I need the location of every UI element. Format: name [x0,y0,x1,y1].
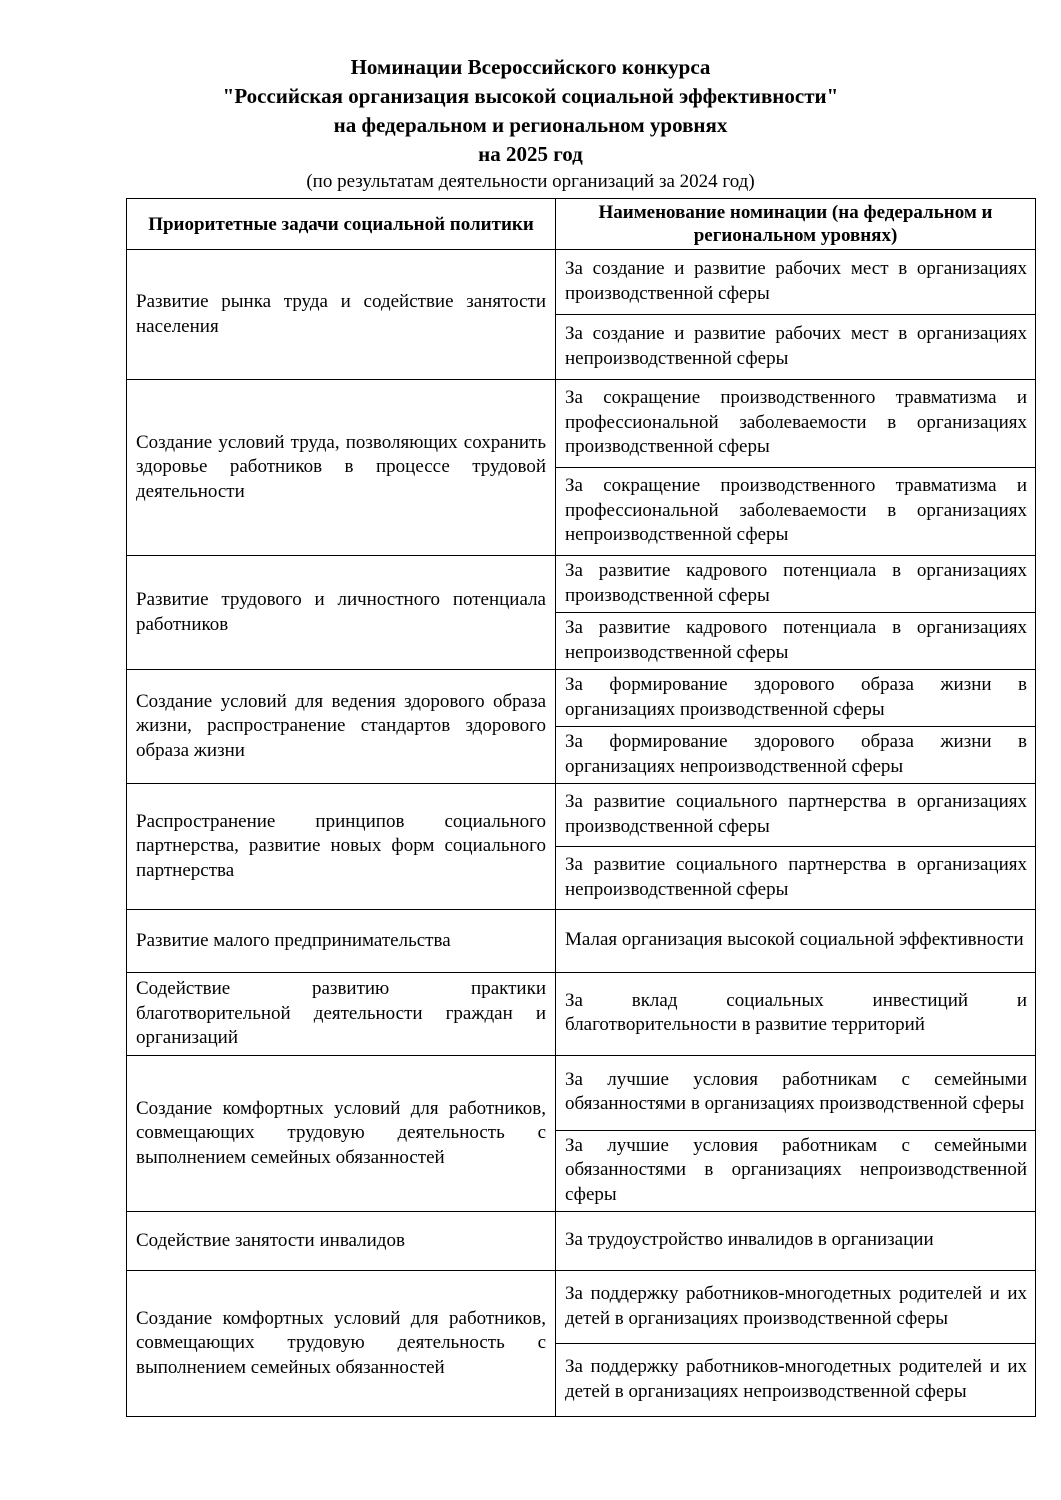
table-row [127,380,1036,468]
table-row [127,1212,1036,1271]
title-line-4: на 2025 год [478,142,583,166]
task-cell: Распространение принципов социального партнерства, развитие новых форм социального партнерства [127,784,556,910]
table-header-row [127,199,1036,250]
nomination-cell: За создание и развитие рабочих мест в организациях непроизводственной сферы [556,315,1036,380]
task-cell: Развитие трудового и личностного потенциала работников [127,556,556,670]
nomination-cell: За развитие кадрового потенциала в организациях производственной сферы [556,556,1036,613]
task-cell: Создание условий для ведения здорового образа жизни, распространение стандартов здорового образа жизни [127,670,556,784]
nomination-cell: За лучшие условия работникам с семейными обязанностями в организациях непроизводственной сферы [556,1130,1036,1212]
table-row [127,910,1036,973]
task-cell: Создание условий труда, позволяющих сохранить здоровье работников в процессе трудовой деятельности [127,380,556,556]
nomination-cell: За поддержку работников-многодетных родителей и их детей в организациях непроизводственной сферы [556,1344,1036,1417]
header-nomination-name: Наименование номинации (на федеральном и региональном уровнях) [556,199,1036,250]
table-row [127,250,1036,315]
nomination-cell: За трудоустройство инвалидов в организации [556,1212,1036,1271]
task-cell: Создание комфортных условий для работников, совмещающих трудовую деятельность с выполнением семейных обязанностей [127,1055,556,1212]
nomination-cell: За создание и развитие рабочих мест в организациях производственной сферы [556,250,1036,315]
task-cell: Создание комфортных условий для работников, совмещающих трудовую деятельность с выполнением семейных обязанностей [127,1271,556,1417]
nomination-cell: За формирование здорового образа жизни в организациях производственной сферы [556,670,1036,727]
nomination-cell: За развитие социального партнерства в организациях производственной сферы [556,784,1036,847]
task-cell: Содействие занятости инвалидов [127,1212,556,1271]
nomination-cell: За лучшие условия работникам с семейными обязанностями в организациях производственной сферы [556,1055,1036,1130]
title-line-3: на федеральном и региональном уровнях [333,113,728,137]
nomination-cell: За развитие социального партнерства в организациях непроизводственной сферы [556,847,1036,910]
document-subtitle: (по результатам деятельности организаций за 2024 год) [306,171,755,192]
title-line-1: Номинации Всероссийского конкурса [350,55,711,79]
document-title-block [0,53,1061,195]
table-row [127,973,1036,1056]
table-row [127,556,1036,613]
nomination-cell: Малая организация высокой социальной эффективности [556,910,1036,973]
nomination-cell: За формирование здорового образа жизни в организациях непроизводственной сферы [556,727,1036,784]
nomination-cell: За вклад социальных инвестиций и благотворительности в развитие территорий [556,973,1036,1056]
nominations-table [126,198,1036,1417]
table-row [127,670,1036,727]
nomination-cell: За поддержку работников-многодетных родителей и их детей в организациях производственной сферы [556,1271,1036,1344]
task-cell: Развитие малого предпринимательства [127,910,556,973]
header-priority-tasks: Приоритетные задачи социальной политики [127,199,556,250]
task-cell: Развитие рынка труда и содействие занятости населения [127,250,556,380]
nomination-cell: За сокращение производственного травматизма и профессиональной заболеваемости в организациях непроизводственной сферы [556,468,1036,556]
table-row [127,1271,1036,1344]
table-row [127,1055,1036,1130]
nomination-cell: За развитие кадрового потенциала в организациях непроизводственной сферы [556,613,1036,670]
task-cell: Содействие развитию практики благотворительной деятельности граждан и организаций [127,973,556,1056]
table-row [127,784,1036,847]
nomination-cell: За сокращение производственного травматизма и профессиональной заболеваемости в организациях производственной сферы [556,380,1036,468]
title-line-2: "Российская организация высокой социальной эффективности" [222,84,839,108]
